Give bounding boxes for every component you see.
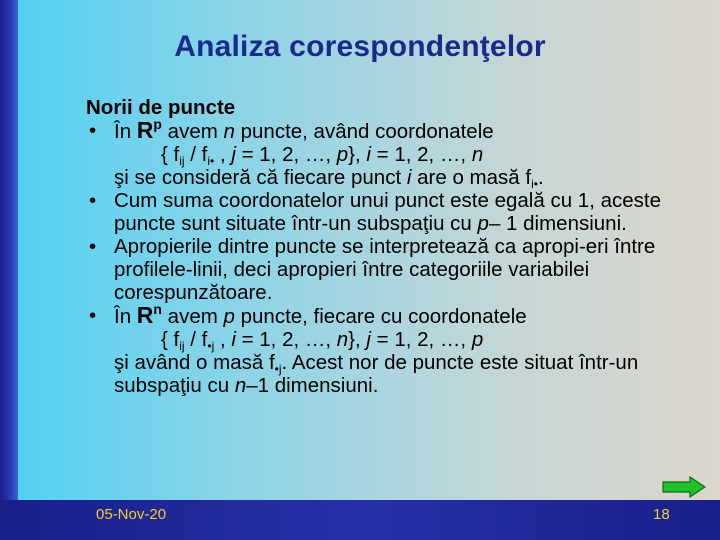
formula-columns — [86, 328, 696, 351]
exponent: n — [153, 301, 162, 317]
r-symbol: R — [136, 117, 154, 143]
text: . Acest nor de puncte este situat într-un subspaţiu cu — [114, 351, 639, 397]
text: . — [537, 166, 544, 189]
text: { f — [161, 328, 180, 351]
var: i — [366, 143, 371, 166]
text: – 1 dimensiuni. — [488, 212, 627, 235]
subscript: i• — [207, 154, 215, 168]
bullet-4-continuation — [86, 351, 696, 397]
bullet-marker: • — [89, 235, 97, 258]
text: }, — [348, 143, 367, 166]
text: Apropierile dintre puncte se interpretează ca apropi-eri între profilele-linii, deci apropieri între categoriile variabilei corespunzătoare. — [114, 235, 656, 304]
subscript: •j — [274, 362, 282, 376]
text: are o masă f — [411, 166, 532, 189]
text: , — [214, 143, 232, 166]
bullet-marker: • — [89, 119, 97, 142]
text: = 1, 2, …, — [370, 328, 472, 351]
var: i — [231, 328, 236, 351]
bullet-1-continuation — [86, 166, 696, 189]
text: –1 dimensiuni. — [246, 374, 379, 397]
text: şi se consideră că fiecare punct — [114, 166, 407, 189]
var: n — [471, 143, 484, 166]
var: p — [223, 305, 235, 328]
text: avem — [161, 305, 224, 328]
text: , — [214, 328, 232, 351]
bullet-marker: • — [89, 304, 97, 327]
subscript: •j — [207, 339, 215, 353]
text: Cum suma coordonatelor unui punct este egală cu 1, aceste puncte sunt situate într-un subspaţiu cu — [114, 189, 661, 235]
text: = 1, 2, …, — [370, 143, 472, 166]
text: În — [114, 120, 137, 143]
var: i — [406, 166, 412, 189]
text: / f — [184, 328, 208, 351]
var: p — [336, 143, 349, 166]
bullet-item-4 — [86, 301, 696, 328]
bullet-item-3 — [86, 235, 696, 304]
right-arrow-icon — [662, 476, 706, 498]
text: / f — [184, 143, 208, 166]
text: puncte, având coordonatele — [234, 120, 494, 143]
text: avem — [161, 120, 224, 143]
text: = 1, 2, …, — [235, 143, 337, 166]
left-accent-bar — [0, 0, 18, 540]
var: n — [223, 120, 235, 143]
r-symbol: R — [136, 302, 154, 328]
text: { f — [161, 143, 180, 166]
bullet-marker: • — [89, 189, 97, 212]
subscript: ij — [179, 339, 185, 353]
var: n — [336, 328, 349, 351]
var: j — [231, 143, 236, 166]
text: În — [114, 305, 137, 328]
subscript: ij — [179, 154, 185, 168]
text: }, — [348, 328, 367, 351]
var: j — [366, 328, 371, 351]
text: puncte, fiecare cu coordonatele — [234, 305, 527, 328]
slide-title: Analiza corespondenţelor — [174, 30, 546, 63]
var: n — [234, 374, 247, 397]
section-heading: Norii de puncte — [86, 96, 236, 119]
exponent: p — [153, 116, 162, 132]
var: p — [471, 328, 484, 351]
slide-content — [86, 96, 696, 397]
var: p — [477, 212, 489, 235]
bullet-item-2 — [86, 189, 696, 235]
text: = 1, 2, …, — [235, 328, 337, 351]
formula-rows — [86, 143, 696, 166]
next-slide-button[interactable] — [662, 476, 706, 498]
bullet-item-1 — [86, 116, 696, 143]
footer-date: 05-Nov-20 — [96, 506, 167, 523]
text: şi având o masă f — [114, 351, 275, 374]
page-number: 18 — [653, 506, 670, 523]
subscript: i• — [531, 177, 538, 191]
